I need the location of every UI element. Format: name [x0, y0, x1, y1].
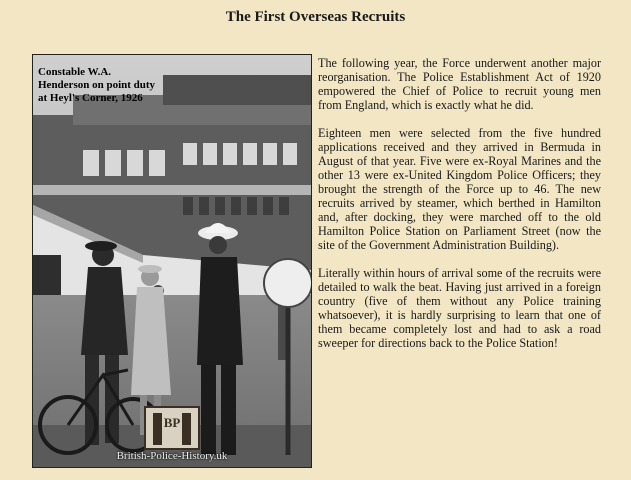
page-title: The First Overseas Recruits	[225, 9, 406, 25]
watermark-logo	[145, 407, 199, 449]
historic-photo	[32, 54, 312, 468]
watermark-text: British-Police-History.uk	[116, 450, 228, 462]
article-paragraph: Eighteen men were selected from the five hundred applications received and they arrived in Bermuda in August of that year. Five were ex-Royal Marines and the other 13 were ex-United Kingdom Police Officers; they brought the strength of the Force up to 46. The new recruits arrived by steamer, which berthed in Hamilton and, after docking, they were marched off to the old Hamilton Police Station on Parliament Street (now the site of the Government Administration Building).	[318, 126, 601, 252]
article-paragraph: Literally within hours of arrival some of the recruits were detailed to walk the beat. Having just arrived in a foreign country (five of them without any Police training whatsoever), it is hardly surprising to learn that one of them became completely lost and had to ask a road sweeper for directions back to the Police Station!	[318, 266, 601, 350]
article-body	[318, 56, 601, 364]
photo-caption: Constable W.A. Henderson on point duty at Heyl's Corner, 1926	[38, 66, 156, 104]
article-paragraph: The following year, the Force underwent another major reorganisation. The Police Establishment Act of 1920 empowered the Chief of Police to recruit young men from England, which is exactly what he did.	[318, 56, 601, 112]
photo-scene	[33, 55, 311, 467]
watermark-letters: BP	[163, 415, 181, 430]
